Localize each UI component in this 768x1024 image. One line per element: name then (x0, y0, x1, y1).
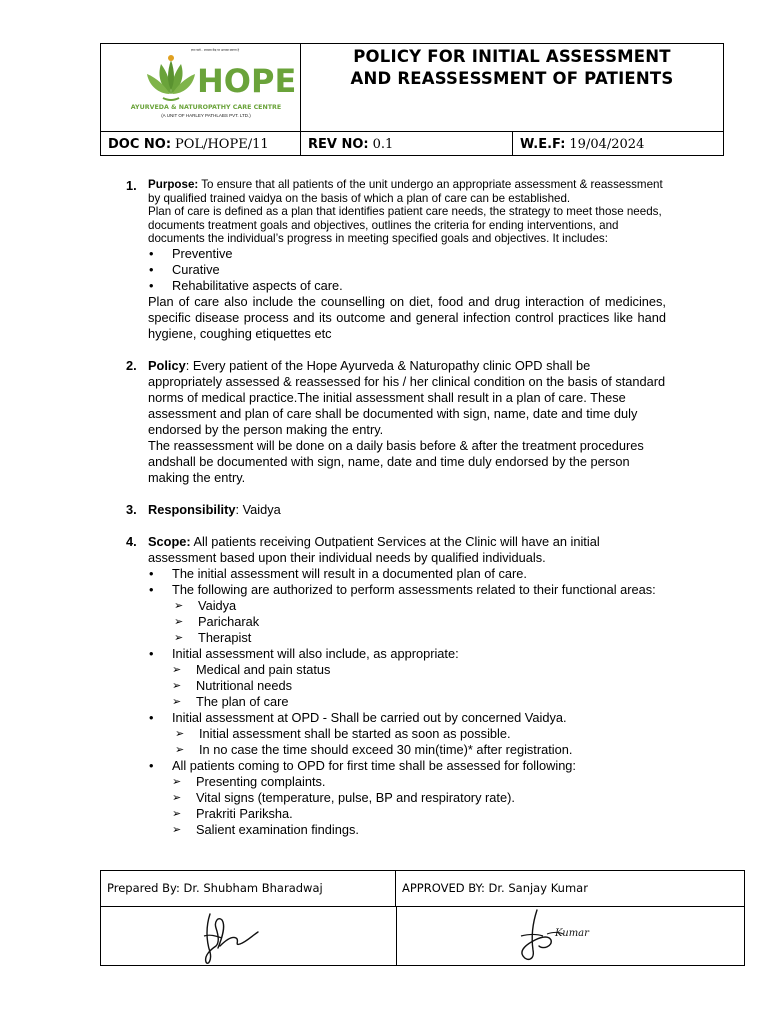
logo-top-text: ज्ञान फ्लो... स्वास्थ्य केंद्र पर आपका स्वागत है (191, 48, 240, 52)
lotus-logo-icon (143, 50, 199, 106)
list-item: ➢ Paricharak (174, 613, 260, 629)
doc-no-value: POL/HOPE/11 (175, 137, 269, 152)
list-item: ➢ Prakriti Pariksha. (172, 805, 293, 821)
prepared-by-cell (101, 871, 396, 906)
rev-no-value: 0.1 (372, 137, 394, 152)
rev-no-label: REV NO: (308, 137, 369, 152)
approved-by-cell (396, 871, 744, 906)
section-title: Responsibility (148, 501, 236, 517)
sub-list (172, 774, 666, 838)
document-header-table (100, 43, 724, 156)
list-item: ➢ Therapist (174, 629, 252, 645)
approved-by-label: APPROVED BY: (402, 881, 485, 895)
wef-value: 19/04/2024 (569, 137, 645, 152)
section-number: 2. (126, 357, 137, 373)
section-responsibility (126, 502, 666, 518)
list-item: • Rehabilitative aspects of care. (149, 277, 343, 293)
list-item: ➢ Salient examination findings. (172, 821, 359, 837)
list-item: ➢ In no case the time should exceed 30 min(time)* after registration. (175, 741, 573, 757)
section-number: 3. (126, 501, 137, 517)
prepared-by-name: Dr. Shubham Bharadwaj (183, 881, 323, 895)
section-title: Scope: (148, 533, 191, 549)
list-item: • The following are authorized to perform assessments related to their functional areas: ➢ Vaidya ➢ Paricharak ➢ Therapist (148, 582, 666, 646)
sub-list (172, 726, 666, 758)
logo-brand-text: HOPE (197, 62, 297, 100)
section-number: 1. (126, 178, 137, 193)
doc-no-cell (101, 132, 301, 155)
wef-cell (513, 132, 723, 155)
section-text: To ensure that all patients of the unit undergo an appropriate assessment & reassessment by qualified trained vaidya on the basis of which a plan of care can be established. (148, 178, 663, 205)
section-scope (126, 534, 666, 838)
section-text: All patients receiving Outpatient Services at the Clinic will have an initial assessment based upon their individual needs by qualified individuals. (148, 533, 600, 565)
list-item: ➢ Vaidya (174, 597, 237, 613)
doc-info-row (101, 131, 723, 155)
counselling-paragraph: Plan of care also include the counselling on diet, food and drug interaction of medicines, specific disease process and its outcome and general infection control practices like hand hygiene, coughing etiquettes etc (148, 293, 666, 341)
sub-list (172, 598, 666, 646)
list-item: ➢ Vital signs (temperature, pulse, BP and respiratory rate). (172, 789, 515, 805)
title-cell (301, 44, 723, 131)
wef-label: W.E.F: (520, 137, 566, 152)
doc-no-label: DOC NO: (108, 137, 172, 152)
scope-list (148, 566, 666, 838)
list-item: • Curative (149, 261, 220, 277)
approver-signature-text: Kumar (555, 928, 589, 939)
list-item: • The initial assessment will result in a documented plan of care. (149, 565, 527, 581)
logo-cell (101, 44, 301, 131)
section-text: : Vaidya (235, 501, 281, 517)
section-title: Policy (148, 357, 186, 373)
document-title-line1: POLICY FOR INITIAL ASSESSMENT (353, 47, 671, 66)
approved-by-name: Dr. Sanjay Kumar (488, 881, 588, 895)
signature-row (101, 906, 744, 965)
approval-labels-row (101, 871, 744, 907)
section-policy (126, 358, 666, 486)
approver-signature-icon (513, 906, 613, 964)
section-purpose (126, 178, 666, 342)
document-title-line2: AND REASSESSMENT OF PATIENTS (350, 69, 674, 88)
sub-list (172, 662, 666, 710)
list-item: • Initial assessment will also include, as appropriate: ➢ Medical and pain status ➢ Nutritional needs ➢ The plan of care (148, 646, 666, 710)
list-item: ➢ Presenting complaints. (172, 773, 326, 789)
logo-subtitle: AYURVEDA & NATUROPATHY CARE CENTRE (130, 104, 282, 111)
reassessment-paragraph: The reassessment will be done on a daily basis before & after the treatment procedures andshall be documented with sign, name, date and time duly endorsed by the person making the entry. (148, 437, 644, 485)
plan-of-care-definition: Plan of care is defined as a plan that identifies patient care needs, the strategy to meet those needs, documents treatment goals and objectives, outlines the criteria for ending interventions, and documents the individual’s progress in meeting specified goals and objectives. It includes: (148, 205, 662, 246)
list-item: ➢ Nutritional needs (172, 677, 293, 693)
document-body (126, 178, 666, 838)
section-text: : Every patient of the Hope Ayurveda & Naturopathy clinic OPD shall be appropriately assessed & reassessed for his / her clinical condition on the basis of standard norms of medical practice.The initial assessment shall result in a plan of care. These assessment and plan of care shall be documented with sign, name, date and time duly endorsed by the person making the entry. (148, 357, 666, 437)
section-number: 4. (126, 533, 137, 549)
list-item: ➢ The plan of care (172, 693, 289, 709)
list-item: • All patients coming to OPD for first time shall be assessed for following: ➢ Presenting complaints. ➢ Vital signs (temperature, pulse, BP and respiratory rate). ➢ Prakriti Pariksha. ➢ Salient examination findings. (148, 758, 666, 838)
list-item: ➢ Medical and pain status (172, 661, 331, 677)
list-item: ➢ Initial assessment shall be started as soon as possible. (175, 725, 511, 741)
approval-footer-table (100, 870, 745, 966)
care-aspects-list (148, 246, 666, 294)
rev-no-cell (301, 132, 513, 155)
section-title: Purpose: (148, 178, 199, 191)
preparer-signature-icon (196, 906, 276, 968)
list-item: • Preventive (149, 245, 233, 261)
logo-tagline: (A UNIT OF HARLEY PATHLABS PVT. LTD.) (161, 113, 251, 118)
list-item: • Initial assessment at OPD - Shall be carried out by concerned Vaidya. ➢ Initial assessment shall be started as soon as possible. ➢ In no case the time should exceed 30 min(time)* after registration. (148, 710, 666, 758)
prepared-by-label: Prepared By: (107, 881, 180, 895)
